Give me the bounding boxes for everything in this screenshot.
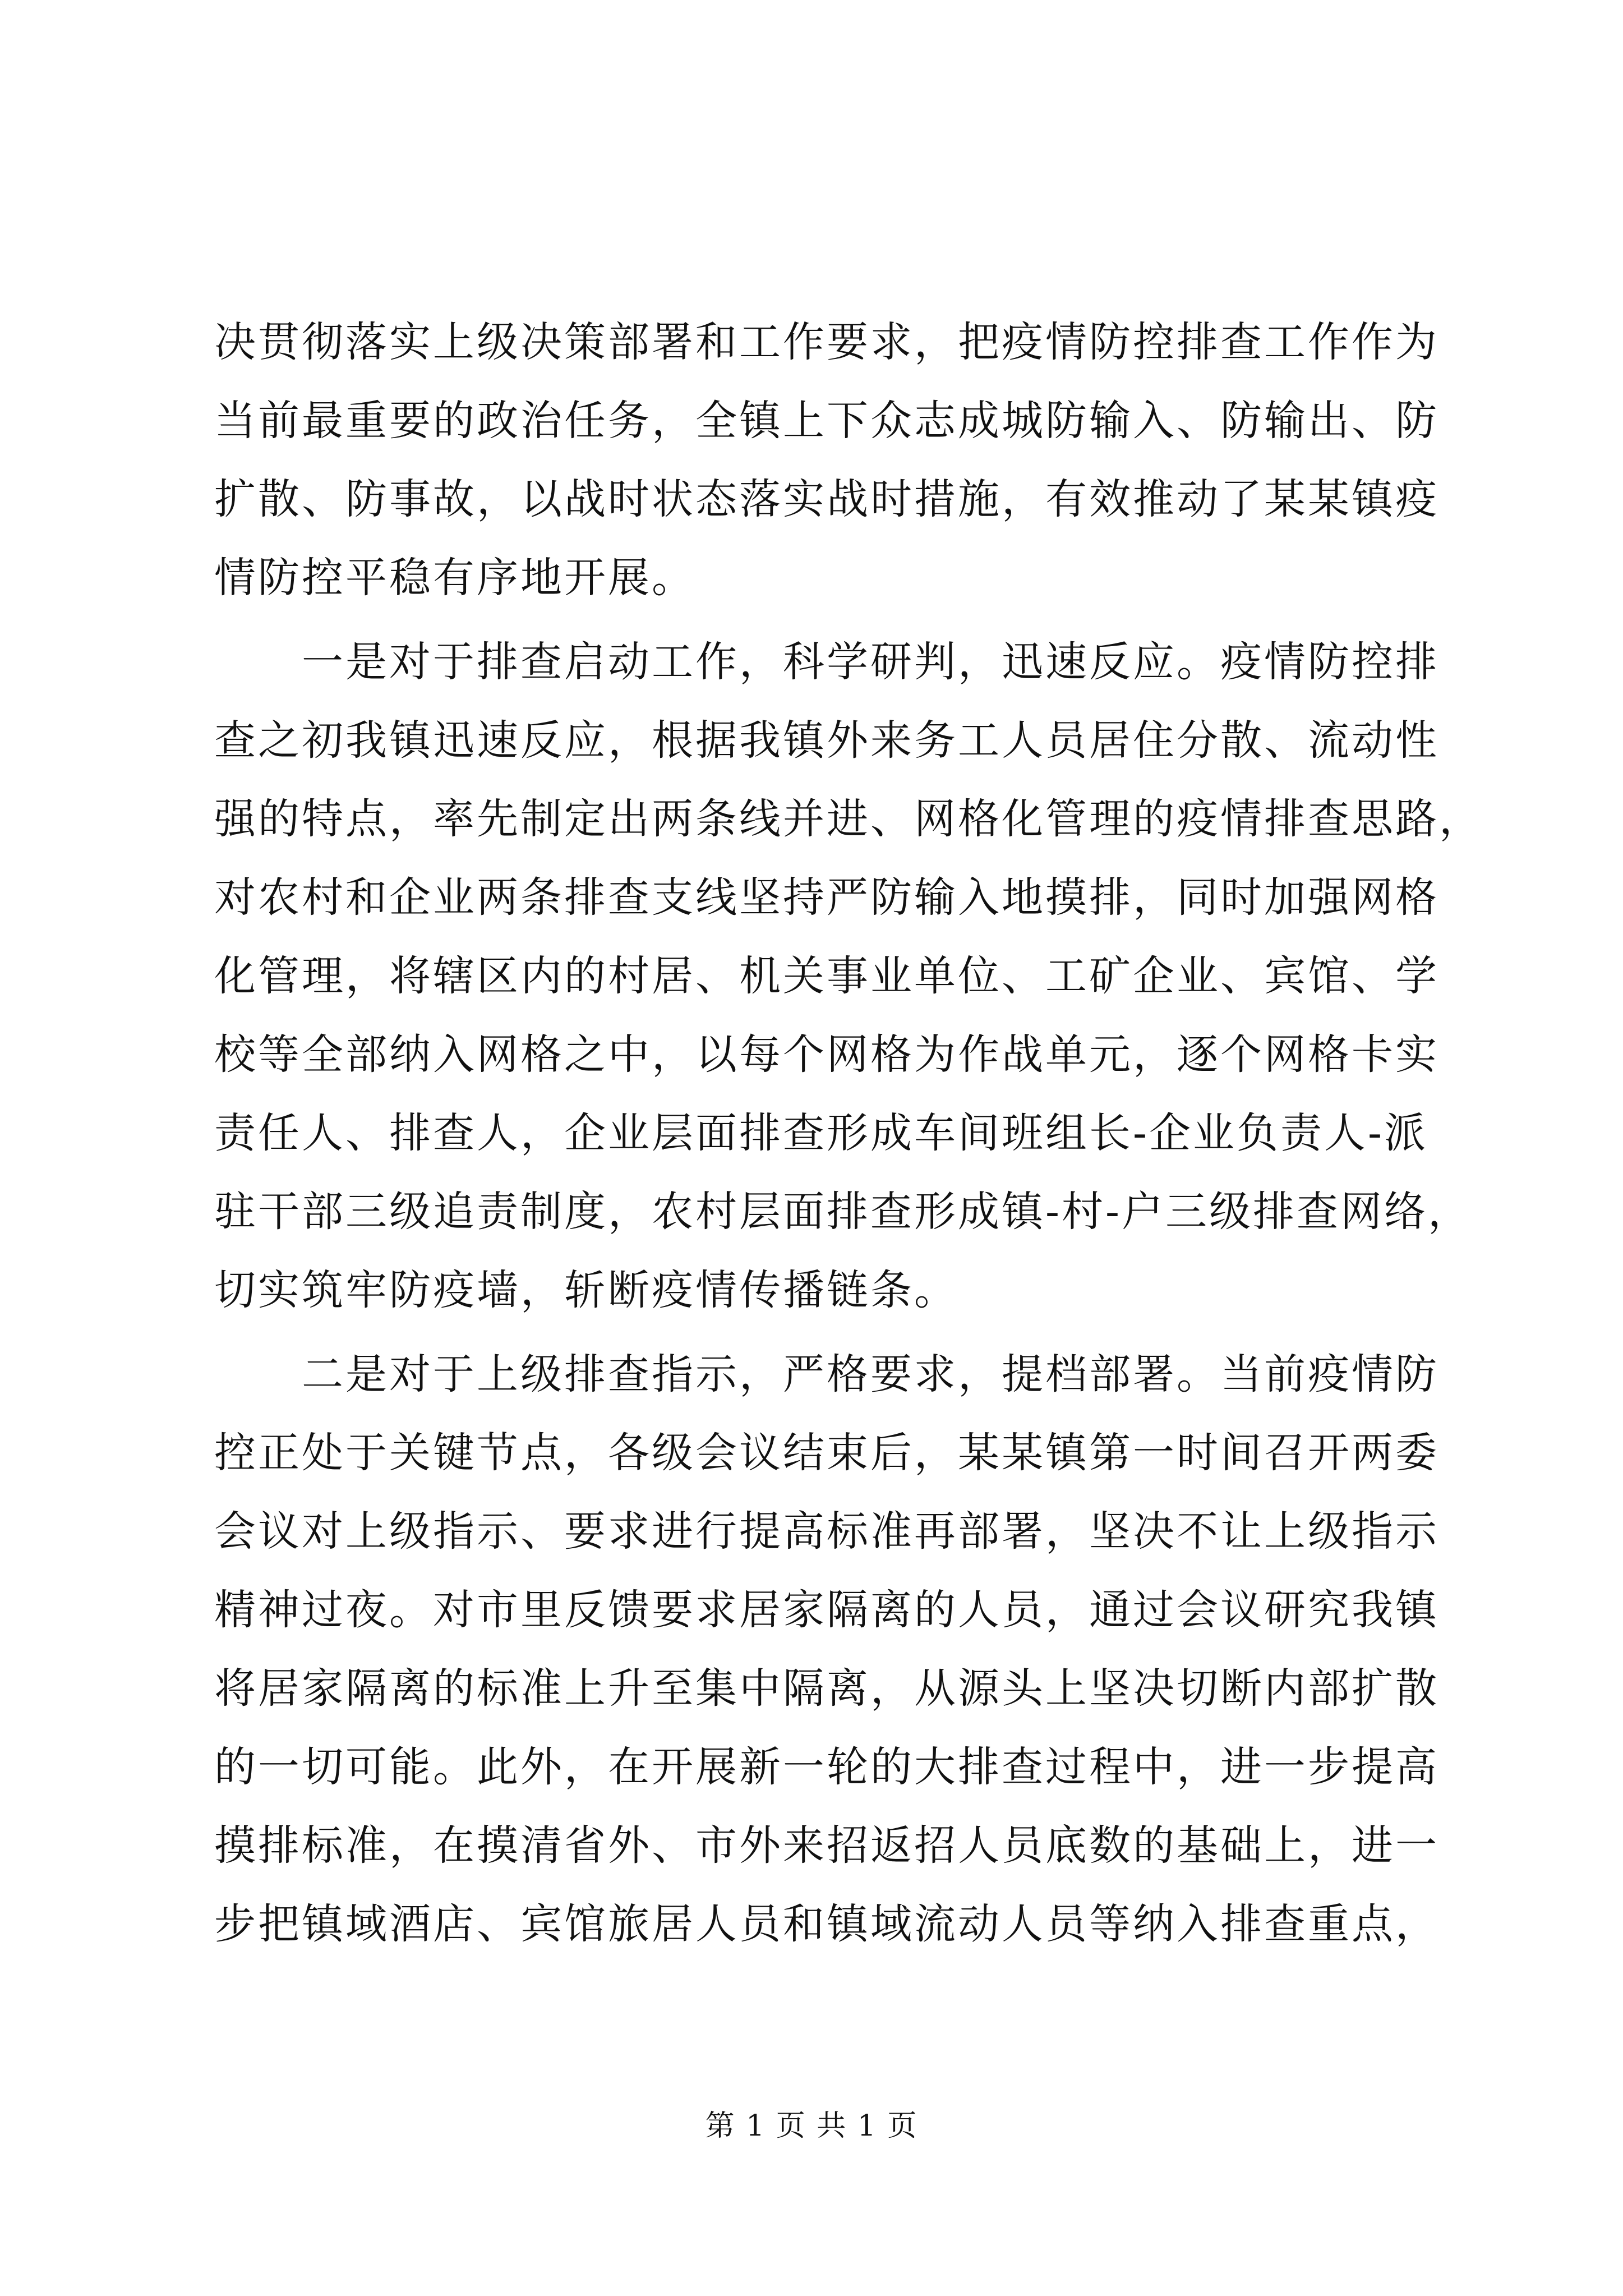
text-line: 精神过夜。对市里反馈要求居家隔离的人员，通过会议研究我镇: [214, 1586, 1439, 1634]
text-line: 切实筑牢防疫墙，斩断疫情传播链条。: [214, 1266, 958, 1314]
text-line: 的一切可能。此外，在开展新一轮的大排查过程中，进一步提高: [214, 1743, 1439, 1791]
text-line: 当前最重要的政治任务，全镇上下众志成城防输入、防输出、防: [214, 397, 1439, 445]
text-line: 控正处于关键节点，各级会议结束后，某某镇第一时间召开两委: [214, 1429, 1439, 1477]
text-line: 查之初我镇迅速反应，根据我镇外来务工人员居住分散、流动性: [214, 716, 1439, 765]
paragraph-first-line: 一是对于排查启动工作，科学研判，迅速反应。疫情防控排: [302, 638, 1439, 686]
text-line: 责任人、排查人，企业层面排查形成车间班组长-企业负责人-派: [214, 1109, 1428, 1157]
text-line: 摸排标准，在摸清省外、市外来招返招人员底数的基础上，进一: [214, 1821, 1439, 1870]
text-line: 情防控平稳有序地开展。: [214, 554, 695, 602]
text-line: 步把镇域酒店、宾馆旅居人员和镇域流动人员等纳入排查重点，: [214, 1900, 1439, 1948]
text-line: 驻干部三级追责制度，农村层面排查形成镇-村-户三级排查网络，: [214, 1188, 1472, 1236]
text-line: 化管理，将辖区内的村居、机关事业单位、工矿企业、宾馆、学: [214, 952, 1439, 1000]
text-line: 对农村和企业两条排查支线坚持严防输入地摸排，同时加强网格: [214, 873, 1439, 922]
text-line: 扩散、防事故，以战时状态落实战时措施，有效推动了某某镇疫: [214, 475, 1439, 523]
text-line: 校等全部纳入网格之中，以每个网格为作战单元，逐个网格卡实: [214, 1030, 1439, 1079]
text-line: 将居家隔离的标准上升至集中隔离，从源头上坚决切断内部扩散: [214, 1664, 1439, 1713]
text-line: 强的特点，率先制定出两条线并进、网格化管理的疫情排查思路，: [214, 795, 1483, 843]
text-line: 决贯彻落实上级决策部署和工作要求，把疫情防控排查工作作为: [214, 318, 1439, 366]
paragraph-first-line: 二是对于上级排查指示，严格要求，提档部署。当前疫情防: [302, 1350, 1439, 1398]
page-number-footer: 第 1 页 共 1 页: [705, 2109, 918, 2143]
text-line: 会议对上级指示、要求进行提高标准再部署，坚决不让上级指示: [214, 1507, 1439, 1556]
